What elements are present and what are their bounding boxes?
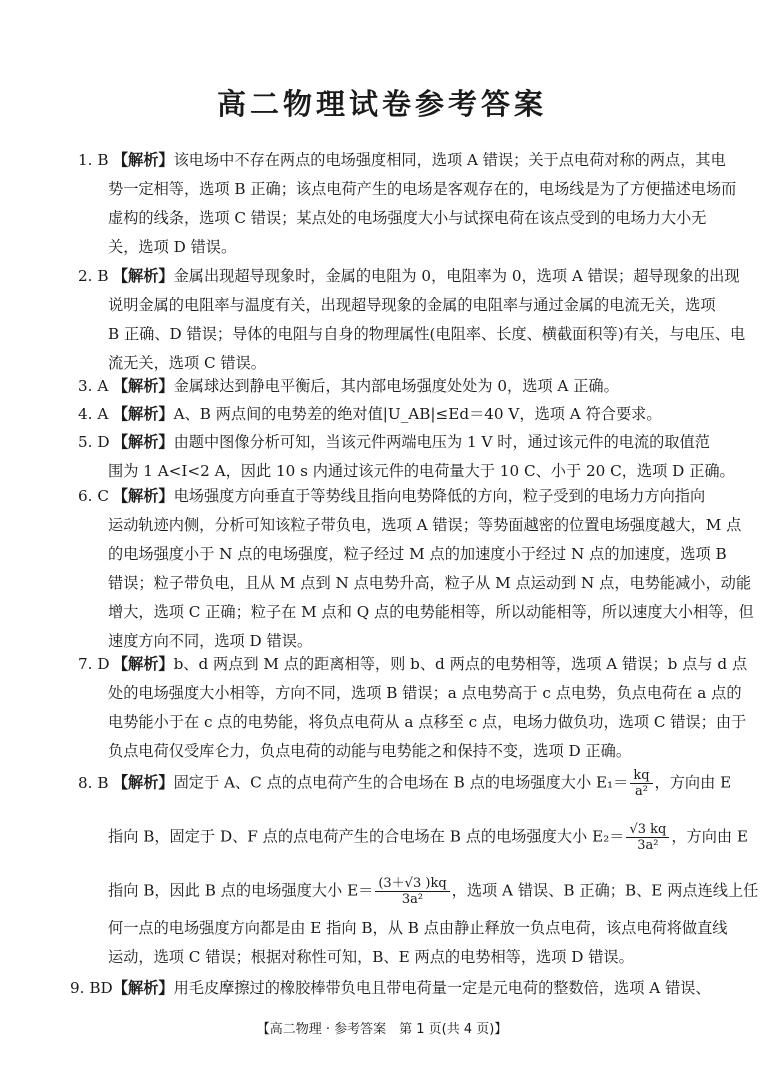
answer-line: ，选项 A 错误、B 正确；B、E 两点连线上任 [451, 881, 759, 900]
analysis-tag: 【解析】 [112, 151, 174, 169]
analysis-tag: 【解析】 [112, 979, 174, 997]
fraction-numerator: (3＋√3 )kq [375, 876, 449, 892]
answer-line: 用毛皮摩擦过的橡胶棒带负电且带电荷量一定是元电荷的整数倍，选项 A 错误、 [173, 979, 711, 997]
answer-line: ，方向由 E [671, 827, 748, 846]
page-title: 高二物理试卷参考答案 [216, 87, 547, 121]
answer-5 [78, 428, 735, 486]
page-footer: 【高二物理 · 参考答案 第 1 页(共 4 页)】 [256, 1022, 508, 1037]
answer-line: 电场强度方向垂直于等势线且指向电势降低的方向，粒子受到的电场力方向指向 [173, 487, 706, 505]
answer-line: 虚构的线条，选项 C 错误；某点处的电场强度大小与试探电荷在该点受到的电场力大小无 [108, 209, 707, 227]
analysis-tag: 【解析】 [112, 773, 174, 792]
fraction-e2 [626, 822, 669, 853]
answer-line: 错误；粒子带负电，且从 M 点到 N 点电势升高，粒子从 M 点运动到 N 点，电势能减小，动能 [108, 574, 752, 592]
answer-line: 金属球达到静电平衡后，其内部电场强度处处为 0，选项 A 正确。 [173, 377, 619, 395]
answer-number: 6. C [78, 487, 109, 505]
analysis-tag: 【解析】 [112, 405, 174, 423]
answer-line: 流无关，选项 C 错误。 [108, 354, 266, 372]
answer-line: 该电场中不存在两点的电场强度相同，选项 A 错误；关于点电荷对称的两点，其电 [173, 151, 726, 169]
answer-9 [70, 974, 711, 1003]
answer-line: 处的电场强度大小相等，方向不同，选项 B 错误；a 点电势高于 c 点电势，负点电荷在 a 点的 [108, 684, 742, 702]
answer-number: 4. A [78, 405, 109, 423]
analysis-tag: 【解析】 [112, 487, 174, 505]
answer-number: 7. D [78, 655, 110, 673]
answer-number: 9. BD [70, 979, 113, 997]
fraction-e1 [630, 768, 652, 799]
answer-line: 的电场强度小于 N 点的电场强度，粒子经过 M 点的加速度小于经过 N 点的加速度，选项 B [108, 545, 727, 563]
analysis-tag: 【解析】 [112, 267, 174, 285]
answer-1 [78, 146, 737, 262]
answer-number: 8. B [78, 773, 109, 792]
answer-line: 势一定相等，选项 B 正确；该点电荷产生的电场是客观存在的，电场线是为了方便描述电场而 [108, 180, 737, 198]
answer-number: 1. B [78, 151, 109, 169]
answer-8 [78, 768, 732, 799]
answer-line: 指向 B，固定于 D、F 点的点电荷产生的合电场在 B 点的电场强度大小 E₂＝ [108, 827, 625, 846]
analysis-tag: 【解析】 [112, 433, 174, 451]
fraction-numerator: √3 kq [626, 822, 669, 838]
answer-8-line-3 [78, 876, 759, 907]
answer-7 [78, 650, 748, 766]
answer-line: 负点电荷仅受库仑力，负点电荷的动能与电势能之和保持不变，选项 D 正确。 [108, 742, 632, 760]
fraction-numerator: kq [630, 768, 652, 784]
fraction-e [375, 876, 449, 907]
answer-line: 运动，选项 C 错误；根据对称性可知，B、E 两点的电势相等，选项 D 错误。 [108, 948, 634, 966]
answer-line: 运动轨迹内侧，分析可知该粒子带负电，选项 A 错误；等势面越密的位置电场强度越大，M 点 [108, 516, 742, 534]
answer-line: b、d 两点到 M 点的距离相等，则 b、d 两点的电势相等，选项 A 错误；b 点与 d 点 [173, 655, 748, 673]
answer-line: 围为 1 A<I<2 A，因此 10 s 内通过该元件的电荷量大于 10 C、小于 20 C，选项 D 正确。 [108, 462, 735, 480]
answer-number: 2. B [78, 267, 109, 285]
answer-line: 何一点的电场强度方向都是由 E 指向 B，从 B 点由静止释放一负点电荷，该点电荷将做直线 [108, 919, 728, 937]
answer-line: 速度方向不同，选项 D 错误。 [108, 632, 313, 650]
answer-4 [78, 400, 696, 429]
fraction-denominator: 3a² [637, 838, 659, 853]
answer-line: ，方向由 E [654, 773, 732, 792]
answer-number: 5. D [78, 433, 110, 451]
fraction-denominator: 3a² [401, 892, 424, 907]
answer-line: 固定于 A、C 点的点电荷产生的合电场在 B 点的电场强度大小 E₁＝ [173, 773, 629, 792]
answer-line: 金属出现超导现象时，金属的电阻为 0，电阻率为 0，选项 A 错误；超导现象的出现 [173, 267, 740, 285]
answer-8-line-2 [78, 822, 748, 853]
answer-3 [78, 372, 696, 401]
answer-2 [78, 262, 746, 378]
answer-number: 3. A [78, 377, 109, 395]
answer-line: B 正确、D 错误；导体的电阻与自身的物理属性(电阻率、长度、横截面积等)有关，与电压、电 [108, 325, 746, 343]
analysis-tag: 【解析】 [112, 377, 174, 395]
answer-6 [78, 482, 754, 656]
answer-line: 由题中图像分析可知，当该元件两端电压为 1 V 时，通过该元件的电流的取值范 [173, 433, 710, 451]
answer-line: 电势能小于在 c 点的电势能，将负点电荷从 a 点移至 c 点，电场力做负功，选项 C 错误；由于 [108, 713, 747, 731]
answer-line: 关，选项 D 错误。 [108, 238, 237, 256]
answer-8-rest [78, 914, 728, 972]
answer-line: 说明金属的电阻率与温度有关，出现超导现象的金属的电阻率与通过金属的电流无关，选项 [108, 296, 716, 314]
answer-line: 指向 B，因此 B 点的电场强度大小 E＝ [108, 881, 374, 900]
fraction-denominator: a² [634, 784, 648, 799]
analysis-tag: 【解析】 [112, 655, 174, 673]
answer-line: A、B 两点间的电势差的绝对值|U_AB|≤Ed＝40 V，选项 A 符合要求。 [173, 405, 662, 423]
answer-line: 增大，选项 C 正确；粒子在 M 点和 Q 点的电势能相等，所以动能相等，所以速度大小相等，但 [108, 603, 754, 621]
